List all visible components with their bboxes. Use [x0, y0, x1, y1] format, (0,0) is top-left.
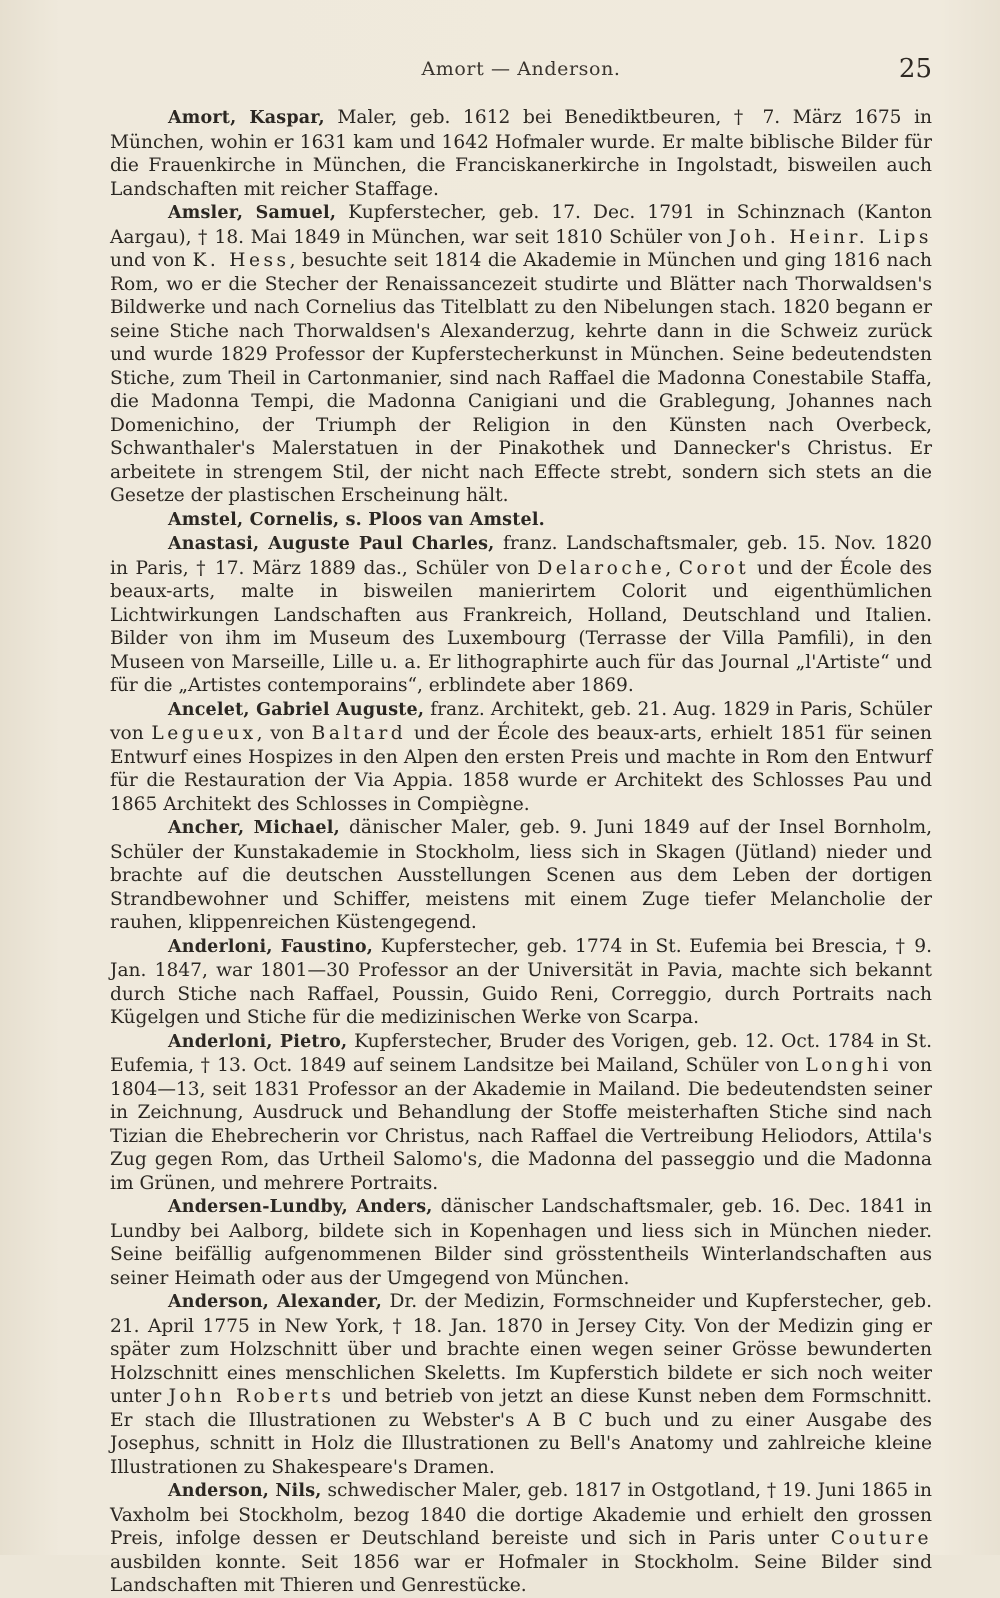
entry-anastasi-auguste — [110, 532, 932, 698]
entry-headword: Anastasi, Auguste Paul Charles, — [168, 534, 495, 554]
spaced-name: K. Hess — [192, 250, 290, 271]
spaced-name: Baltard — [311, 723, 407, 744]
entry-amstel-cornelis — [110, 508, 932, 533]
running-header — [110, 54, 932, 88]
entry-anderson-alexander — [110, 1290, 932, 1479]
entry-anderson-nils — [110, 1479, 932, 1598]
entry-headword: Ancelet, Gabriel Auguste, — [168, 699, 425, 720]
entry-text: und betrieb von jetzt an diese Kunst neben dem Formschnitt. Er stach die Illustrationen zu Webster's A B C buch und zu einer Ausgabe des Josephus, schnitt in Holz die Illustrationen zu Bell's Anatomy und zahlreiche kleine Illustrationen zu Shakespeare's Dramen. — [110, 1386, 932, 1478]
spaced-name: John Roberts — [168, 1386, 335, 1407]
entry-headword: Anderson, Alexander, — [168, 1292, 383, 1312]
entry-headword: Amsler, Samuel, — [168, 203, 337, 223]
entry-headword: Anderson, Nils, — [168, 1481, 322, 1501]
entry-amort-kaspar — [110, 106, 932, 201]
dictionary-body — [110, 106, 932, 1598]
entry-text: Kupferstecher, geb. 1774 in St. Eufemia bei Brescia, † 9. Jan. 1847, war 1801—30 Professor an der Universität in Pavia, machte sich bekannt durch Stiche nach Raffael, Poussin, Guido Reni, Correggio, durch Portraits nach Kügelgen und Stiche für die medizinischen Werke von Scarpa. — [110, 935, 932, 1028]
entry-text: Kupferstecher, Bruder des Vorigen, geb. 12. Oct. 1784 in St. Eufemia, † 13. Oct. 1849 auf seinem Landsitze bei Mailand, Schüler von — [110, 1030, 932, 1076]
entry-amsler-samuel — [110, 201, 932, 508]
entry-ancher-michael — [110, 816, 932, 935]
entry-text: Kupferstecher, geb. 17. Dec. 1791 in Schinznach (Kanton Aargau), † 18. Mai 1849 in München, war seit 1810 Schüler von — [110, 202, 932, 248]
entry-text: dänischer Maler, geb. 9. Juni 1849 auf der Insel Bornholm, Schüler der Kunstakademie in Stockholm, liess sich in Skagen (Jütland) nieder und brachte auf die deutschen Ausstellungen Scenen aus dem Leben der dortigen Strandbewohner und Schiffer, meistens mit einem Zuge tiefer Melancholie der rauhen, klippenreichen Küstengegend. — [110, 817, 932, 933]
entry-ancelet-gabriel — [110, 698, 932, 817]
entry-headword: Amstel, Cornelis, s. Ploos van Amstel. — [168, 509, 545, 530]
entry-anderloni-faustino — [110, 935, 932, 1030]
spaced-name: Joh. Heinr. Lips — [728, 226, 932, 248]
entry-text: und von — [110, 250, 193, 271]
entry-text: , von — [256, 723, 312, 744]
running-title: Amort — Anderson. — [421, 58, 621, 80]
entry-text: , besuchte seit 1814 die Akademie in München und ging 1816 nach Rom, wo er die Stecher der Renaissancezeit studirte und Blätter nach Thorwaldsen's Bildwerke und nach Cornelius das Titelblatt zu den Nibelungen stach. 1820 begann er seine Stiche nach Thorwaldsen's Alexanderzug, kehrte dann in die Schweiz zurück und wurde 1829 Professor der Kupferstecherkunst in München. Seine bedeutendsten Stiche, zum Theil in Cartonmanier, sind nach Raffael die Madonna Conestabile Staffa, die Madonna Tempi, die Madonna Canigiani und die Grablegung, Johannes nach Domenichino, der Triumph der Religion in den Künsten nach Overbeck, Schwanthaler's Malerstatuen in der Pinakothek und Dannecker's Christus. Er arbeitete in strengem Stil, der nicht nach Effecte strebt, sondern sich stets an die Gesetze der plastischen Erscheinung hält. — [110, 250, 932, 506]
entry-headword: Anderloni, Pietro, — [168, 1031, 348, 1052]
entry-text: ausbilden konnte. Seit 1856 war er Hofmaler in Stockholm. Seine Bilder sind Landschaften mit Thieren und Genrestücke. — [110, 1551, 932, 1596]
entry-text: schwedischer Maler, geb. 1817 in Ostgotland, † 19. Juni 1865 in Vaxholm bei Stockholm, bezog 1840 die dortige Akademie und erhielt den grossen Preis, infolge dessen er Deutschland bereiste und sich in Paris unter — [110, 1480, 932, 1549]
entry-text: Maler, geb. 1612 bei Benediktbeuren, † 7. März 1675 in München, wohin er 1631 kam und 1642 Hofmaler wurde. Er malte biblische Bilder für die Frauenkirche in München, die Franciskanerkirche in Ingolstadt, bisweilen auch Landschaften mit reicher Staffage. — [110, 107, 932, 200]
entry-anderloni-pietro — [110, 1030, 932, 1196]
spaced-name: Delaroche — [537, 557, 666, 579]
entry-text: franz. Architekt, geb. 21. Aug. 1829 in Paris, Schüler von — [110, 698, 933, 744]
page-number: 25 — [898, 54, 932, 84]
entry-andersen-lundby-anders — [110, 1195, 932, 1290]
entry-text: von 1804—13, seit 1831 Professor an der Akademie in Mailand. Die bedeutendsten seiner in Zeichnung, Ausdruck und Behandlung der Stoffe meisterhaften Stiche sind nach Tizian die Ehebrecherin vor Christus, nach Raffael die Vertreibung Heliodors, Attila's Zug gegen Rom, das Urtheil Salomo's, die Madonna del passeggio und die Madonna im Grünen, und mehrere Portraits. — [110, 1055, 932, 1194]
entry-text: , — [665, 557, 679, 579]
entry-headword: Amort, Kaspar, — [168, 108, 325, 128]
entry-headword: Anderloni, Faustino, — [168, 936, 374, 957]
entry-text: und der École des beaux-arts, malte in bisweilen manierirtem Colorit und eigenthümlichen Lichtwirkungen Landschaften aus Frankreich, Holland, Deutschland und Italien. Bilder von ihm im Museum des Luxembourg (Terrasse der Villa Pamfili), in den Museen von Marseille, Lille u. a. Er lithographirte auch für das Journal „l'Artiste“ und für die „Artistes contemporains“, erblindete aber 1869. — [110, 557, 933, 696]
spaced-name: Corot — [678, 557, 750, 579]
entry-text: franz. Landschaftsmaler, geb. 15. Nov. 1820 in Paris, † 17. März 1889 das., Schüler von — [110, 533, 932, 579]
entry-text: dänischer Landschaftsmaler, geb. 16. Dec. 1841 in Lundby bei Aalborg, bildete sich in Kopenhagen und liess sich in München nieder. Seine beifällig aufgenommenen Bilder sind grösstentheils Winterlandschaften aus seiner Heimath oder aus der Umgegend von München. — [110, 1196, 932, 1289]
spaced-name: Couture — [830, 1528, 932, 1549]
entry-text: Dr. der Medizin, Formschneider und Kupferstecher, geb. 21. April 1775 in New York, † 18. Jan. 1870 in Jersey City. Von der Medizin ging er später zum Holzschnitt über und brachte einen wegen seiner Grösse bewunderten Holzschnitt eines menschlichen Skeletts. Im Kupferstich bildete er sich noch weiter unter — [110, 1291, 932, 1407]
entry-text: und der École des beaux-arts, erhielt 1851 für seinen Entwurf eines Hospizes in den Alpen den ersten Preis und machte in Rom den Entwurf für die Restauration der Via Appia. 1858 wurde er Architekt des Schlosses Pau und 1865 Architekt des Schlosses in Compiègne. — [110, 723, 933, 815]
spaced-name: Legueux — [151, 723, 257, 744]
entry-headword: Andersen-Lundby, Anders, — [168, 1197, 433, 1217]
entry-headword: Ancher, Michael, — [168, 818, 340, 838]
spaced-name: Longhi — [805, 1055, 892, 1076]
